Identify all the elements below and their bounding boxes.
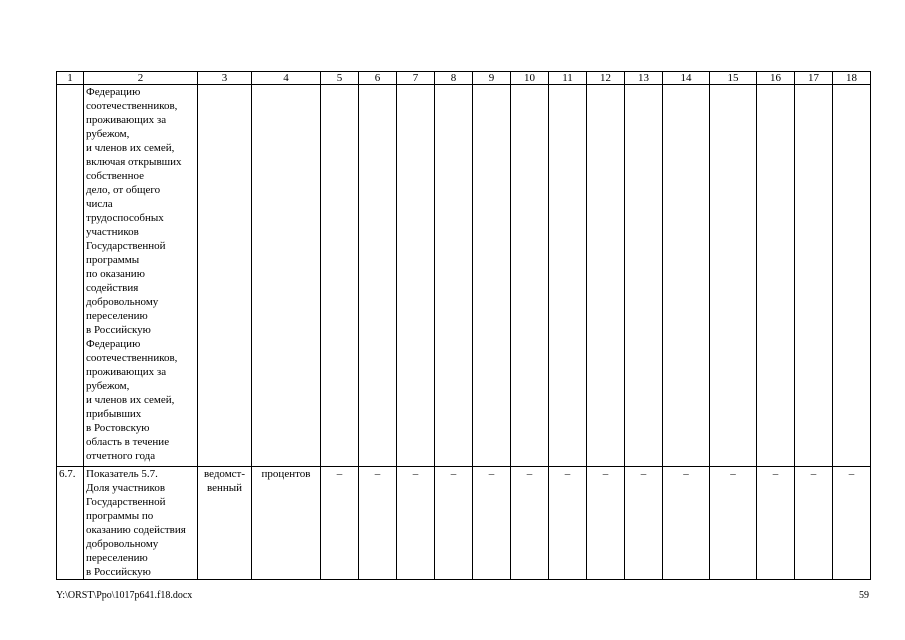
text-line: по оказанию — [86, 268, 145, 280]
text-line: участников — [86, 226, 139, 238]
unit-cell: процентов — [252, 467, 321, 580]
text-line: числа — [86, 198, 113, 210]
text-line: Федерацию — [86, 338, 141, 350]
empty-cell — [663, 85, 710, 467]
column-number-header: 12 — [587, 72, 625, 85]
text-line: Государственной — [86, 240, 166, 252]
text-line: рубежом, — [86, 380, 130, 392]
empty-cell — [198, 85, 252, 467]
text-line: проживающих за — [86, 114, 167, 126]
value-cell: – — [587, 467, 625, 580]
column-number-header: 14 — [663, 72, 710, 85]
row-number-cell: 6.7. — [57, 467, 84, 580]
column-number-header: 8 — [435, 72, 473, 85]
column-number-header: 2 — [84, 72, 198, 85]
text-line: отчетного года — [86, 450, 156, 462]
text-line: Федерацию — [86, 86, 141, 98]
value-cell: – — [795, 467, 833, 580]
footer-file-path: Y:\ORST\Ppo\1017p641.f18.docx — [56, 590, 193, 601]
column-number-header: 10 — [511, 72, 549, 85]
text-line: область в течение — [86, 436, 170, 448]
text-line: в Российскую — [86, 566, 151, 578]
text-line: венный — [206, 482, 243, 494]
value-cell: – — [710, 467, 757, 580]
text-line: собственное — [86, 170, 144, 182]
text-line: проживающих за — [86, 366, 167, 378]
indicator-text-cell — [84, 85, 198, 467]
value-cell: – — [833, 467, 871, 580]
document-table — [56, 71, 871, 580]
column-number-header: 15 — [710, 72, 757, 85]
empty-cell — [549, 85, 587, 467]
column-number-header: 18 — [833, 72, 871, 85]
text-line: добровольному — [86, 296, 159, 308]
text-line: прибывших — [86, 408, 142, 420]
empty-cell — [435, 85, 473, 467]
value-cell: – — [663, 467, 710, 580]
empty-cell — [359, 85, 397, 467]
text-line: дело, от общего — [86, 184, 161, 196]
table-header-row — [57, 72, 871, 85]
value-cell: – — [549, 467, 587, 580]
column-number-header: 17 — [795, 72, 833, 85]
value-cell: – — [757, 467, 795, 580]
column-number-header: 5 — [321, 72, 359, 85]
column-number-header: 13 — [625, 72, 663, 85]
value-cell: – — [473, 467, 511, 580]
value-cell: – — [511, 467, 549, 580]
value-cell: – — [625, 467, 663, 580]
empty-cell — [473, 85, 511, 467]
empty-cell — [321, 85, 359, 467]
text-line: программы — [86, 254, 140, 266]
text-line: и членов их семей, — [86, 142, 175, 154]
text-line: в Российскую — [86, 324, 151, 336]
text-line: переселению — [86, 310, 148, 322]
column-number-header: 11 — [549, 72, 587, 85]
column-number-header: 1 — [57, 72, 84, 85]
value-cell: – — [359, 467, 397, 580]
text-line: соотечественников, — [86, 100, 178, 112]
number-cell — [57, 85, 84, 467]
value-cell: – — [435, 467, 473, 580]
text-line: Доля участников — [86, 482, 166, 494]
column-number-header: 4 — [252, 72, 321, 85]
empty-cell — [795, 85, 833, 467]
table-row — [57, 467, 871, 580]
table-row — [57, 85, 871, 467]
text-line: Показатель 5.7. — [86, 468, 158, 480]
empty-cell — [757, 85, 795, 467]
column-number-header: 3 — [198, 72, 252, 85]
text-line: трудоспособных — [86, 212, 164, 224]
text-line: включая открывших — [86, 156, 182, 168]
text-line: переселению — [86, 552, 148, 564]
text-line: и членов их семей, — [86, 394, 175, 406]
text-line: рубежом, — [86, 128, 130, 140]
text-line: добровольному — [86, 538, 159, 550]
text-line: программы по — [86, 510, 154, 522]
text-line: ведомст- — [203, 468, 246, 480]
value-cell: – — [321, 467, 359, 580]
empty-cell — [587, 85, 625, 467]
empty-cell — [511, 85, 549, 467]
column-number-header: 9 — [473, 72, 511, 85]
indicator-type-cell — [198, 467, 252, 580]
text-line: содействия — [86, 282, 139, 294]
empty-cell — [833, 85, 871, 467]
column-number-header: 6 — [359, 72, 397, 85]
footer-page-number: 59 — [859, 590, 869, 601]
text-line: в Ростовскую — [86, 422, 150, 434]
empty-cell — [710, 85, 757, 467]
text-line: Государственной — [86, 496, 166, 508]
text-line: оказанию содействия — [86, 524, 186, 536]
column-number-header: 7 — [397, 72, 435, 85]
empty-cell — [252, 85, 321, 467]
indicator-text-cell — [84, 467, 198, 580]
text-line: соотечественников, — [86, 352, 178, 364]
value-cell: – — [397, 467, 435, 580]
empty-cell — [397, 85, 435, 467]
empty-cell — [625, 85, 663, 467]
column-number-header: 16 — [757, 72, 795, 85]
